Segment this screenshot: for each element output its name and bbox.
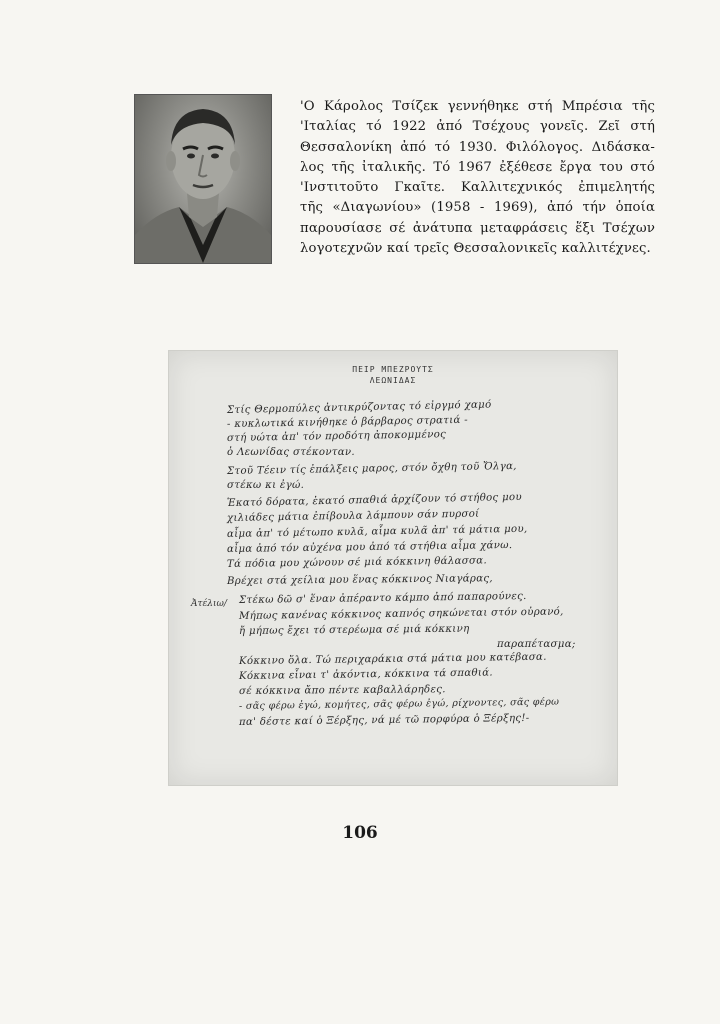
manuscript-line: Ἑκατό δόρατα, ἑκατό σπαθιά ἀρχίζουν τό στήθος μου	[226, 491, 523, 509]
bio-line: λογοτεχνῶν καί τρεῖς Θεσσαλονικεῖς καλλιτέχνες.	[300, 241, 651, 257]
manuscript-line: ἤ μήπως ἔχει τό στερέωμα σέ μιά κόκκινη	[238, 623, 470, 637]
manuscript-line: αἷμα ἀπό τόν αὐχένα μου ἀπό τά στήθια αἷμα χάνω.	[226, 540, 513, 555]
manuscript-line: πα' δέστε καί ὁ Ξέρξης, νά μέ τῶ πορφύρα ὁ Ξέρξης!-	[238, 712, 530, 728]
manuscript-line: Κόκκινα εἶναι τ' ἀκόντια, κόκκινα τά σπαθιά.	[238, 667, 493, 682]
author-portrait-photo	[134, 94, 272, 264]
manuscript-line: - σᾶς φέρω ἐγώ, κομήτες, σᾶς φέρω ἐγώ, ρίχνοντες, σᾶς φέρω	[238, 696, 560, 712]
manuscript-heading-line: ΠΕΙΡ ΜΠΕΖΡΟΥΤΣ	[352, 365, 434, 374]
manuscript-line: Μήπως κανένας κόκκινος καπνός σηκώνεται στόν οὐρανό,	[238, 606, 564, 622]
manuscript-line: Στίς Θερμοπύλες ἀντικρύζοντας τό εἰργμό χαμό	[226, 399, 492, 416]
page-number: 106	[342, 823, 378, 843]
bio-line: 'Ιταλίας τό 1922 ἀπό Τσέχους γονεῖς. Ζεῖ στή	[300, 119, 655, 135]
manuscript-line: στέκω κι ἐγώ.	[227, 480, 305, 491]
manuscript-line: σέ κόκκινα ἄπο πέντε καβαλλάρηδες.	[238, 684, 446, 697]
manuscript-line: Τά πόδια μου χώνουν σέ μιά κόκκινη θάλασσα.	[226, 555, 488, 570]
bio-line: λος τῆς ἰταλικῆς. Τό 1967 ἐξέθεσε ἔργα του στό	[300, 159, 655, 175]
manuscript-line: στή υώτα ἀπ' τόν προδότη ἀποκομμένος	[226, 429, 447, 444]
bio-line: 'Ο Κάρολος Τσίζεκ γεννήθηκε στή Μπρέσια τῆς	[300, 99, 655, 114]
manuscript-line: ὁ Λεωνίδας στέκονταν.	[227, 447, 355, 458]
bio-line: Θεσσαλονίκη ἀπό τό 1930. Φιλόλογος. Διδάσκα-	[300, 139, 655, 155]
manuscript-line: Στοῦ Τέειν τίς ἐπάλξεις μαρος, στόν ὄχθη τοῦ Ὄλγα,	[226, 460, 517, 477]
manuscript-line: Κόκκινο ὅλα. Τώ περιχαράκια στά μάτια μου κατέβασα.	[238, 651, 547, 667]
manuscript-line: - κυκλωτικά κινήθηκε ὁ βάρβαρος στρατιά -	[226, 414, 468, 430]
manuscript-line: παραπέτασμα;	[497, 639, 576, 650]
manuscript-margin-note: Ἀτέλιω/	[191, 599, 227, 609]
manuscript-line: χιλιάδες μάτια ἐπίβουλα λάμπουν σάν πυρσοί	[226, 508, 480, 524]
manuscript-line: Στέκω δῶ σ' ἕναν ἀπέραντο κάμπο ἀπό παπαρούνες.	[238, 590, 527, 606]
handwritten-manuscript-image	[168, 350, 618, 786]
manuscript-line: αἷμα ἀπ' τό μέτωπο κυλᾶ, αἷμα κυλᾶ ἀπ' τά μάτια μου,	[226, 523, 528, 540]
bio-line: παρουσίασε σέ ἀνάτυπα μεταφράσεις ἕξι Τσέχων	[300, 220, 655, 236]
manuscript-line: Βρέχει στά χείλια μου ἕνας κόκκινος Νιαγάρας,	[226, 573, 493, 587]
bio-line: τῆς «Διαγωνίου» (1958 - 1969), ἀπό τήν ὁποία	[300, 200, 655, 216]
manuscript-heading-line: ΛΕΩΝΙΔΑΣ	[369, 376, 417, 385]
bio-line: 'Ινστιτοῦτο Γκαῖτε. Καλλιτεχνικός ἐπιμελητής	[300, 180, 655, 196]
author-biography	[300, 97, 655, 259]
